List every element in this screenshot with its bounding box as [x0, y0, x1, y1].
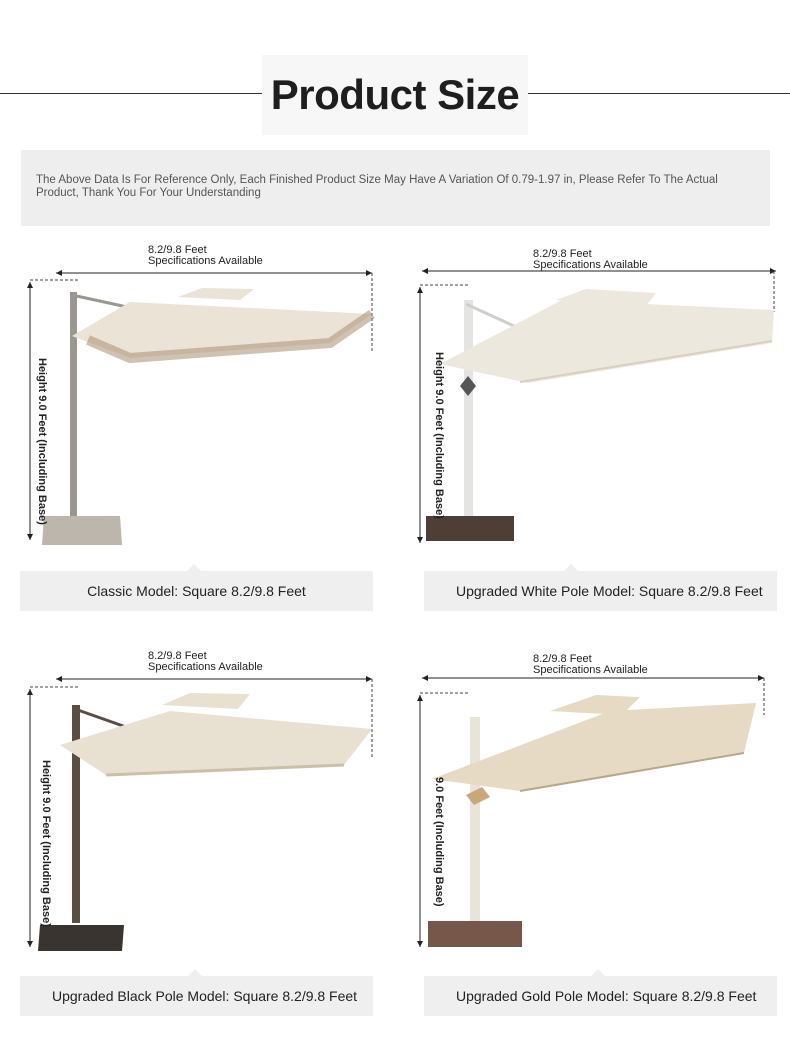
caption-pointer	[187, 564, 201, 571]
product-classic	[20, 240, 390, 550]
spec-text: 8.2/9.8 Feet Specifications Available	[533, 653, 648, 676]
caption-text: Upgraded White Pole Model: Square 8.2/9.8 Feet	[456, 583, 763, 599]
caption-text: Upgraded Black Pole Model: Square 8.2/9.8 Feet	[52, 988, 358, 1004]
caption-text: Classic Model: Square 8.2/9.8 Feet	[87, 583, 306, 599]
caption-gold-pole	[424, 976, 777, 1016]
spec-text: 8.2/9.8 Feet Specifications Available	[148, 244, 263, 267]
height-label: Height 9.0 Feet (Including Base)	[40, 760, 52, 927]
umbrella-classic-image	[20, 240, 390, 550]
caption-black-pole	[20, 976, 373, 1016]
height-label: 9.0 Feet (Including Base)	[433, 777, 445, 907]
spec-text: 8.2/9.8 Feet Specifications Available	[533, 248, 648, 271]
title-box	[262, 55, 528, 135]
umbrella-white-pole-image	[410, 240, 780, 550]
height-label: Height 9.0 Feet (Including Base)	[433, 352, 445, 519]
height-label: Height 9.0 Feet (Including Base)	[36, 358, 48, 525]
caption-white-pole	[424, 571, 777, 611]
caption-classic	[20, 571, 373, 611]
caption-pointer	[188, 969, 202, 976]
reference-note: The Above Data Is For Reference Only, Each Finished Product Size May Have A Variation Of 0.79-1.97 in, Please Refer To The Actual Product, Thank You For Your Understanding	[21, 150, 770, 226]
product-black-pole	[20, 645, 390, 955]
caption-text: Upgraded Gold Pole Model: Square 8.2/9.8 Feet	[456, 988, 757, 1004]
caption-pointer	[564, 564, 578, 571]
product-gold-pole	[410, 645, 780, 955]
umbrella-gold-pole-image	[410, 645, 780, 955]
product-white-pole	[410, 240, 780, 550]
umbrella-black-pole-image	[20, 645, 390, 955]
caption-pointer	[591, 969, 605, 976]
spec-text: 8.2/9.8 Feet Specifications Available	[148, 650, 263, 673]
page-title: Product Size	[270, 71, 520, 118]
